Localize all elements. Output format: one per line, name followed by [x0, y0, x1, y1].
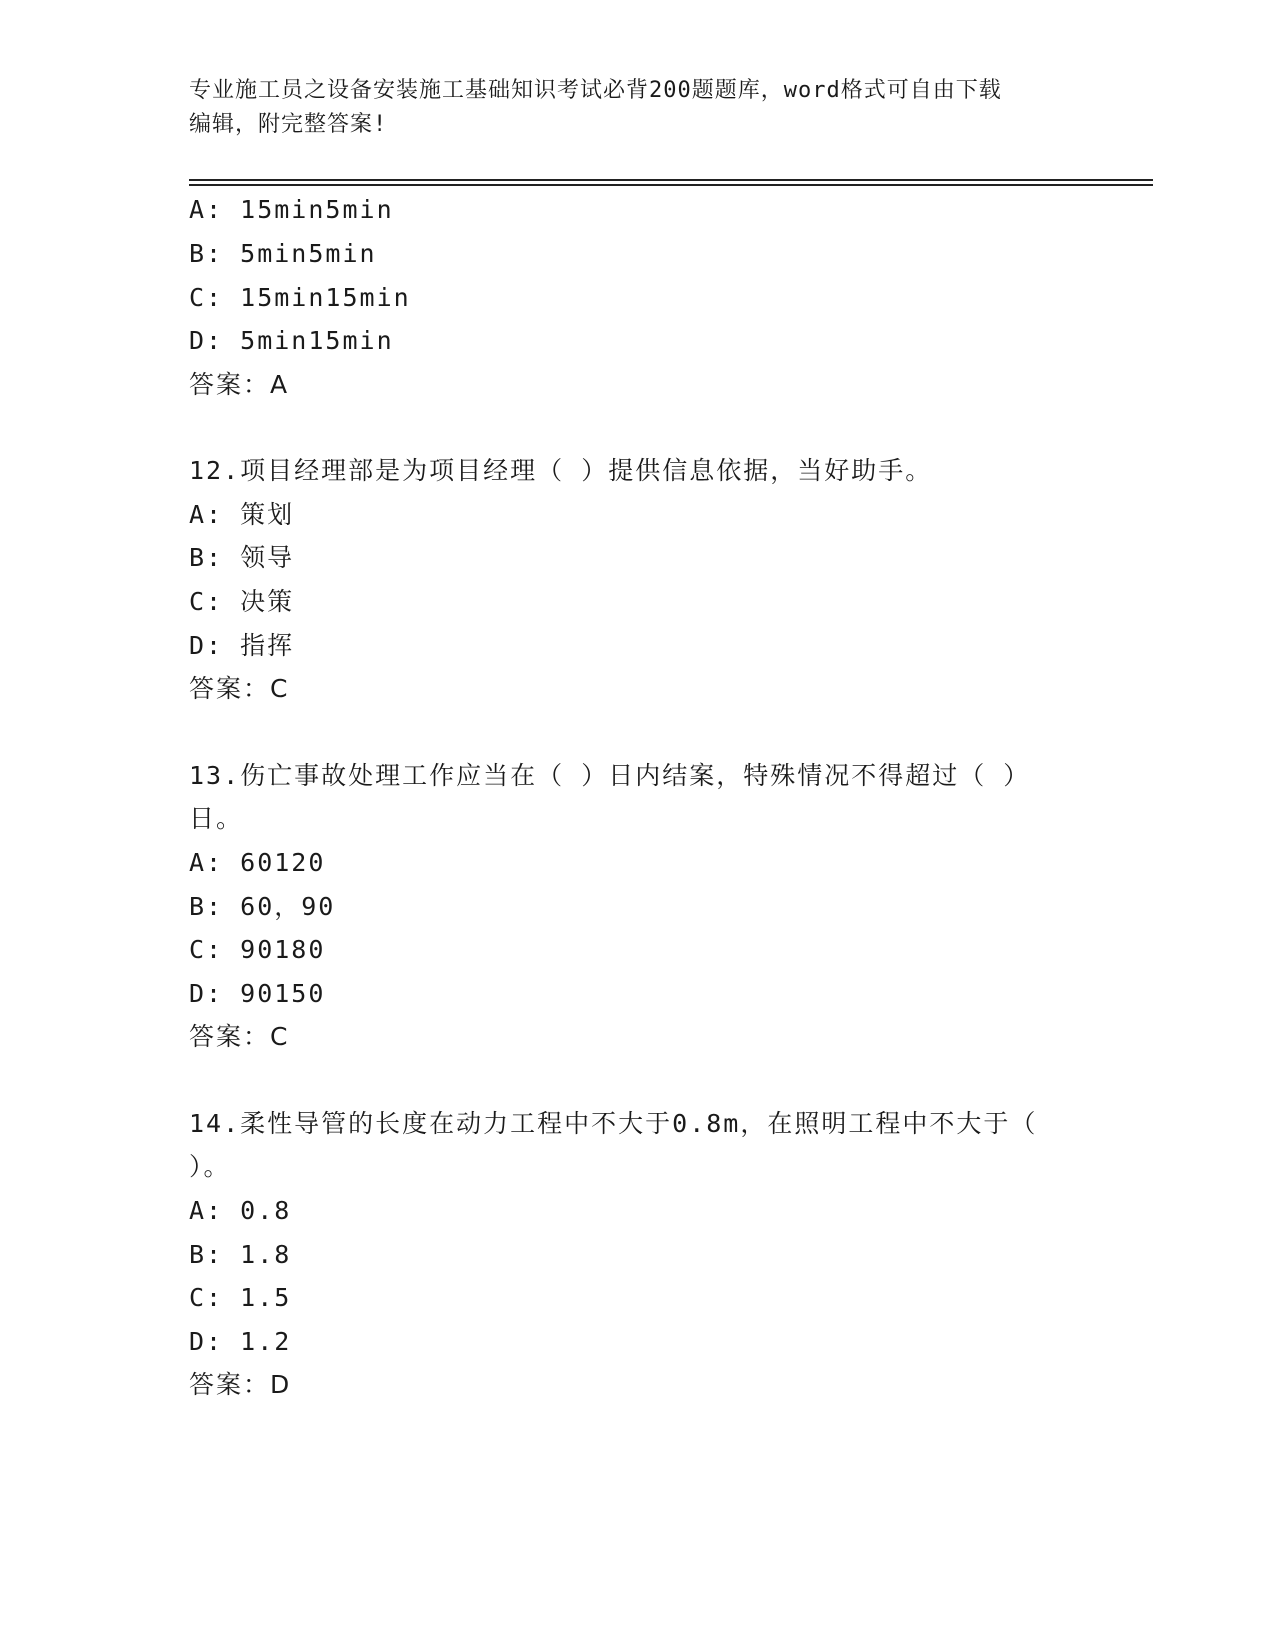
question-stem: 14.柔性导管的长度在动力工程中不大于0.8m，在照明工程中不大于（: [189, 1109, 1038, 1138]
option-line: C: 15min15min: [189, 283, 411, 312]
option-line: B: 60，90: [189, 892, 336, 921]
option-line: C: 决策: [189, 587, 295, 616]
option-line: B: 1.8: [189, 1240, 292, 1269]
option-line: A: 15min5min: [189, 195, 394, 224]
option-line: D: 指挥: [189, 631, 295, 660]
option-line: B: 5min5min: [189, 239, 377, 268]
answer-value: A: [270, 370, 289, 399]
answer-value: C: [270, 674, 289, 703]
option-line: D: 1.2: [189, 1327, 292, 1356]
question-stem-continued: 日。: [189, 804, 244, 833]
option-line: B: 领导: [189, 543, 295, 572]
header-divider-top: [189, 179, 1153, 181]
answer-label: 答案：: [189, 1370, 271, 1399]
document-header: [189, 74, 1089, 142]
answer-line: [189, 669, 288, 709]
answer-label: 答案：: [189, 1022, 271, 1051]
option-line: A: 策划: [189, 500, 295, 529]
question-stem: 12.项目经理部是为项目经理（ ）提供信息依据，当好助手。: [189, 456, 933, 485]
option-line: A: 60120: [189, 848, 326, 877]
answer-line: [189, 365, 288, 405]
option-line: D: 90150: [189, 979, 326, 1008]
option-line: A: 0.8: [189, 1196, 292, 1225]
option-line: D: 5min15min: [189, 326, 394, 355]
answer-label: 答案：: [189, 370, 271, 399]
answer-line: [189, 1017, 288, 1057]
option-line: C: 90180: [189, 935, 326, 964]
header-title-line-1: 专业施工员之设备安装施工基础知识考试必背200题题库，word格式可自由下载: [189, 78, 1002, 103]
header-title-line-2: 编辑，附完整答案!: [189, 112, 388, 137]
answer-label: 答案：: [189, 674, 271, 703]
header-divider-bottom: [189, 184, 1153, 186]
question-stem-continued: ）。: [189, 1152, 231, 1181]
answer-line: [189, 1365, 290, 1405]
answer-value: D: [270, 1370, 291, 1399]
option-line: C: 1.5: [189, 1283, 292, 1312]
question-stem: 13.伤亡事故处理工作应当在（ ）日内结案，特殊情况不得超过（ ）: [189, 761, 1031, 790]
answer-value: C: [270, 1022, 289, 1051]
